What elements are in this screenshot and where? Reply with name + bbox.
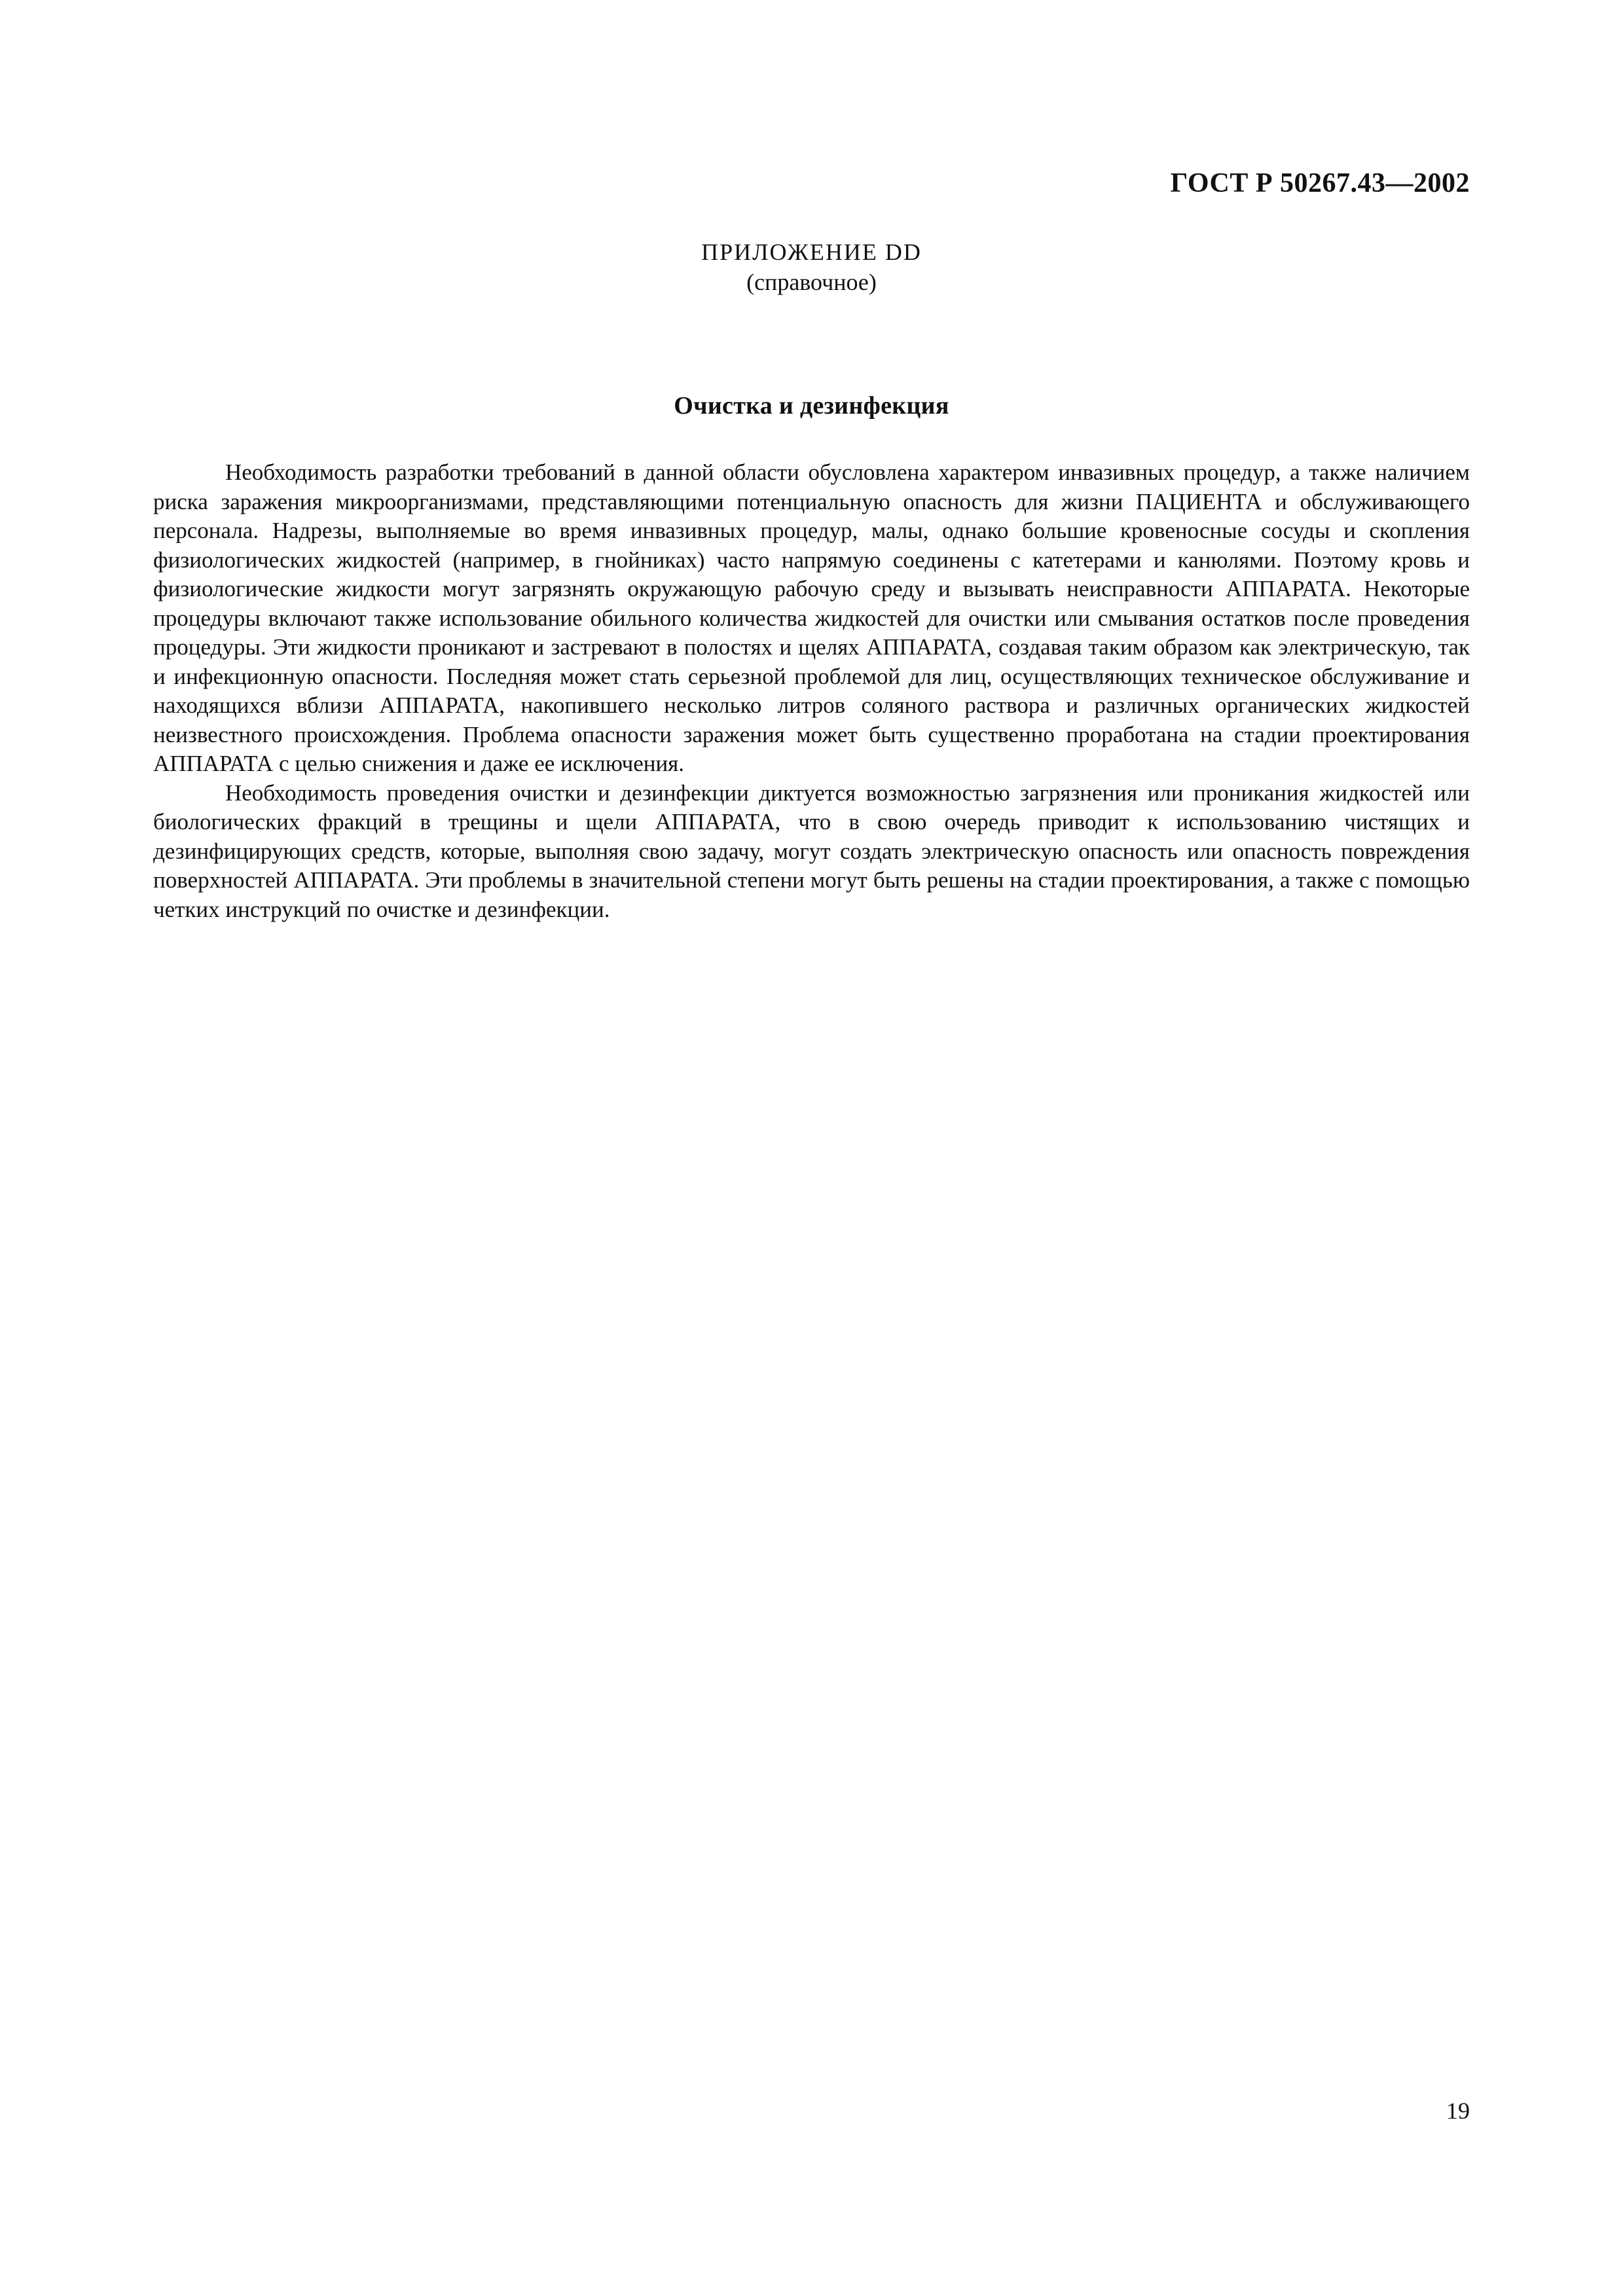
body-text	[153, 458, 1470, 924]
paragraph: Необходимость разработки требований в данной области обусловлена характером инвазивных процедур, а также наличием риска заражения микроорганизмами, представляющими потенциальную опасность для жизни ПАЦИЕНТА и обслуживающего персонала. Надрезы, выполняемые во время инвазивных процедур, малы, однако большие кровеносные сосуды и скопления физиологических жидкостей (например, в гнойниках) часто напрямую соединены с катетерами и канюлями. Поэтому кровь и физиологические жидкости могут загрязнять окружающую рабочую среду и вызывать неисправности АППАРАТА. Некоторые процедуры включают также использование обильного количества жидкостей для очистки или смывания остатков после проведения процедуры. Эти жидкости проникают и застревают в полостях и щелях АППАРАТА, создавая таким образом как электрическую, так и инфекционную опасности. Последняя может стать серьезной проблемой для лиц, осуществляющих техническое обслуживание и находящихся вблизи АППАРАТА, накопившего несколько литров соляного раствора и различных органических жидкостей неизвестного происхождения. Проблема опасности заражения может быть существенно проработана на стадии проектирования АППАРАТА с целью снижения и даже ее исключения.	[153, 459, 1470, 776]
annex-title: ПРИЛОЖЕНИЕ DD	[701, 239, 922, 265]
annex-heading	[153, 237, 1470, 297]
page-number: 19	[1446, 2098, 1470, 2124]
section-title: Очистка и дезинфекция	[674, 392, 949, 420]
document-code: ГОСТ Р 50267.43—2002	[1170, 168, 1470, 198]
annex-type: (справочное)	[746, 269, 877, 295]
paragraph: Необходимость проведения очистки и дезинфекции диктуется возможностью загрязнения или проникания жидкостей или биологических фракций в трещины и щели АППАРАТА, что в свою очередь приводит к использованию чистящих и дезинфицирующих средств, которые, выполняя свою задачу, могут создать электрическую опасность или опасность повреждения поверхностей АППАРАТА. Эти проблемы в значительной степени могут быть решены на стадии проектирования, а также с помощью четких инструкций по очистке и дезинфекции.	[153, 780, 1470, 922]
